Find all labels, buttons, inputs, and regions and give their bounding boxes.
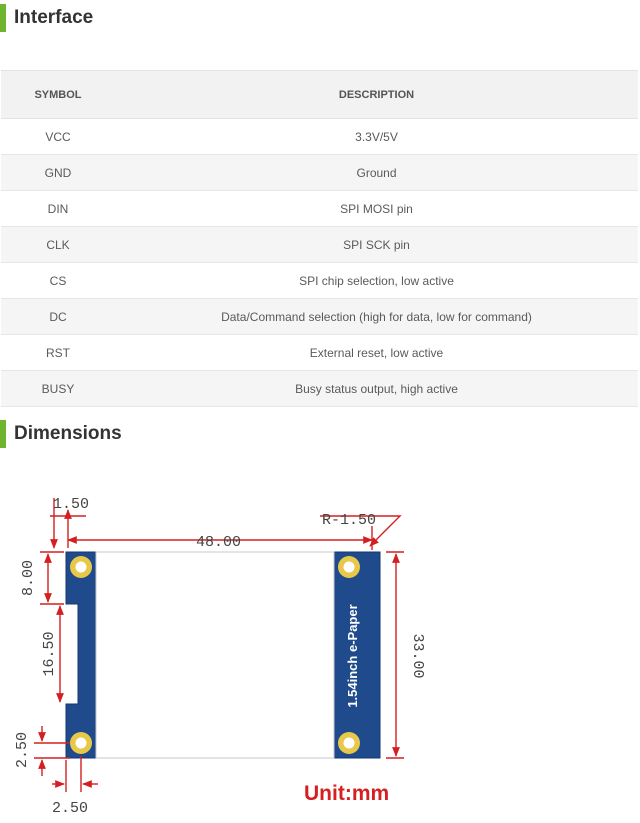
table-row — [1, 263, 638, 299]
board-label: 1.54inch e-Paper — [345, 604, 360, 708]
pin-symbol: DIN — [1, 191, 115, 227]
pin-symbol: DC — [1, 299, 115, 335]
epaper-display-area — [96, 552, 334, 758]
heading-accent-bar — [0, 420, 6, 448]
dim-width: 48.00 — [196, 534, 242, 551]
mounting-hole-icon — [70, 556, 92, 578]
pin-description: External reset, low active — [115, 335, 638, 371]
pin-description: SPI SCK pin — [115, 227, 638, 263]
pin-symbol: GND — [1, 155, 115, 191]
heading-accent-bar — [0, 4, 6, 32]
description-column-header: DESCRIPTION — [115, 71, 638, 119]
interface-table — [1, 70, 638, 407]
mounting-hole-icon — [338, 732, 360, 754]
dim-top-hole: 8.00 — [20, 559, 37, 597]
pin-description: Busy status output, high active — [115, 371, 638, 407]
dim-radius: R-1.50 — [322, 512, 377, 529]
pin-symbol: BUSY — [1, 371, 115, 407]
table-row — [1, 227, 638, 263]
dim-left-offset: 1.50 — [53, 496, 90, 513]
pcb-board — [66, 552, 380, 758]
pin-symbol: VCC — [1, 119, 115, 155]
table-row — [1, 191, 638, 227]
symbol-column-header: SYMBOL — [1, 71, 115, 119]
interface-heading — [0, 2, 93, 34]
dim-height: 33.00 — [409, 633, 426, 679]
pin-description: SPI MOSI pin — [115, 191, 638, 227]
table-row — [1, 155, 638, 191]
pin-symbol: CLK — [1, 227, 115, 263]
pin-description: Data/Command selection (high for data, low for command) — [115, 299, 638, 335]
mounting-hole-icon — [338, 556, 360, 578]
dim-connector: 16.50 — [41, 631, 58, 677]
dimension-drawing — [0, 486, 640, 823]
pin-symbol: RST — [1, 335, 115, 371]
pin-description: SPI chip selection, low active — [115, 263, 638, 299]
dim-bottom-offset: 2.50 — [52, 800, 89, 817]
table-row — [1, 299, 638, 335]
table-row — [1, 371, 638, 407]
pin-symbol: CS — [1, 263, 115, 299]
unit-label: Unit:mm — [304, 782, 390, 805]
dimensions-heading — [0, 418, 122, 450]
interface-title: Interface — [14, 7, 94, 28]
dimensions-title: Dimensions — [14, 423, 122, 444]
table-row — [1, 335, 638, 371]
pin-description: 3.3V/5V — [115, 119, 638, 155]
mounting-hole-icon — [70, 732, 92, 754]
dim-bottom-hole: 2.50 — [14, 731, 31, 769]
table-header-row — [1, 71, 638, 119]
table-row — [1, 119, 638, 155]
pin-description: Ground — [115, 155, 638, 191]
